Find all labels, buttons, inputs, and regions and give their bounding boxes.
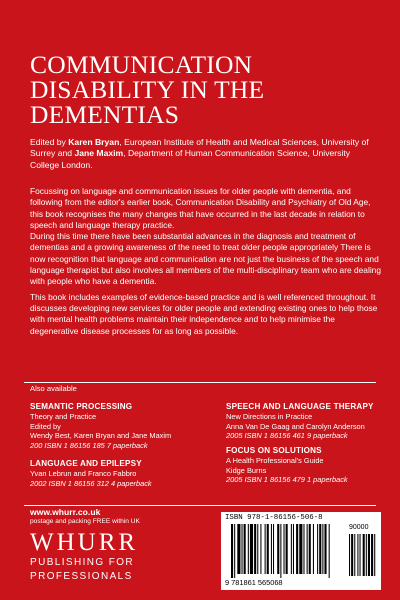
barcode-panel [221, 512, 381, 590]
related-book-title: FOCUS ON SOLUTIONS [226, 446, 322, 455]
barcode-bar [363, 534, 365, 576]
related-book-isbn: 2002 ISBN 1 86156 312 4 paperback [30, 478, 152, 488]
description-paragraph: During this time there have been substantial advances in the diagnosis and treatment of dementias and a growing awareness of the need to treat older people appropriately There is now recognition that language and communication are not just the business of the speech and language therapist but also involves all members of the multi-disciplinary team who are dealing with people who have a dementia. [30, 231, 382, 287]
barcode-bar [309, 524, 311, 574]
related-book [30, 458, 152, 488]
barcode-bar [299, 524, 302, 574]
related-book [226, 445, 348, 485]
related-book-line: A Health Professional's Guide [226, 456, 324, 465]
barcode-bar [293, 524, 294, 574]
barcode-bar [277, 524, 279, 574]
barcode-bar [366, 534, 367, 576]
barcode-bar [248, 524, 249, 574]
editors-credit [30, 137, 380, 171]
publisher-logo [30, 531, 180, 582]
barcode-bar [271, 524, 272, 574]
title-line: COMMUNICATION [30, 50, 253, 79]
publisher-website: www.whurr.co.uk [30, 507, 101, 517]
barcode-bar [234, 524, 235, 578]
barcode-bar [280, 524, 281, 578]
barcode-bar [357, 534, 358, 576]
publisher-tagline: PUBLISHING FOR [30, 557, 135, 568]
publisher-logo-mark: WHURR [30, 529, 139, 556]
related-book-line: Wendy Best, Karen Bryan and Jane Maxim [30, 431, 172, 441]
editors-prefix: Edited by [30, 137, 69, 147]
barcode-bar [303, 524, 304, 574]
title-line: DEMENTIAS [30, 100, 180, 129]
book-title [30, 52, 380, 127]
barcode-digits: 9 781861 565068 [225, 578, 283, 587]
related-book-title: LANGUAGE AND EPILEPSY [30, 459, 142, 468]
barcode-bar [371, 534, 373, 576]
related-book-title: SPEECH AND LANGUAGE THERAPY [226, 402, 374, 411]
barcode-bar [291, 524, 292, 574]
barcode-bar [329, 524, 330, 578]
barcode-icon [221, 524, 381, 580]
also-available-heading: Also available [30, 384, 77, 393]
barcode-bar [242, 524, 243, 574]
related-book [30, 401, 171, 450]
barcode-bar [317, 524, 318, 574]
barcode-bar [374, 534, 375, 576]
barcode-bar [354, 534, 355, 576]
barcode-bar [351, 534, 353, 576]
barcode-bar [260, 524, 261, 574]
related-book-line: Anna Van De Gaag and Carolyn Anderson [226, 421, 365, 431]
barcode-addon-digits: 90000 [349, 524, 369, 531]
barcode-bar [349, 534, 350, 576]
postage-note: postage and packing FREE within UK [30, 518, 140, 525]
barcode-bar [368, 534, 370, 576]
related-book-line: Theory and Practice [30, 412, 97, 421]
barcode-bar [244, 524, 246, 574]
publisher-tagline: PROFESSIONALS [30, 570, 133, 582]
book-description [30, 186, 382, 341]
barcode-bar [273, 524, 274, 574]
related-book-isbn: 200 ISBN 1 86156 185 7 paperback [30, 440, 148, 450]
editor-affiliation: , Department of Human Communication Science, University College London. [30, 148, 351, 170]
barcode-bar [313, 524, 314, 574]
barcode-bar [324, 524, 326, 574]
barcode-bar [322, 524, 323, 574]
related-book-line: Kidge Burns [226, 465, 267, 475]
description-paragraph: This book includes examples of evidence-based practice and is well referenced throughout. It discusses developing new services for older people and extending existing ones to help those with mental health problems maintain their independence and to help minimise the degenerative disease processes for as long as possible. [30, 291, 378, 336]
barcode-bar [237, 524, 240, 574]
description-paragraph: Focussing on language and communication issues for older people with dementia, and following from the editor's earlier book, Communication Disability and Psychiatry of Old Age, this book recognises the many changes that have occurred in the last decade in relation to speech and language therapy practice. [30, 186, 371, 230]
barcode-bar [257, 524, 258, 574]
barcode-bar [296, 524, 298, 574]
editor-name: Jane Maxim [74, 148, 124, 159]
barcode-bar [284, 524, 285, 574]
barcode-bar [265, 524, 266, 574]
barcode-bar [307, 524, 308, 574]
editor-affiliation: , European Institute of Health and Medical Sciences, University of Surrey and [30, 137, 369, 159]
related-book-title: SEMANTIC PROCESSING [30, 402, 133, 411]
barcode-bar [360, 534, 361, 576]
isbn-label: ISBN 978-1-86156-506-8 [225, 514, 323, 522]
barcode-bar [319, 524, 321, 574]
divider [24, 382, 376, 383]
barcode-bar [250, 524, 253, 574]
barcode-bar [254, 524, 256, 574]
editor-name: Karen Bryan [68, 137, 120, 147]
barcode-bar [231, 524, 233, 578]
title-line: DISABILITY IN THE [30, 75, 265, 104]
barcode-bar [267, 524, 269, 574]
related-book-line: New Directions in Practice [226, 412, 313, 421]
related-book-isbn: 2005 ISBN 1 86156 479 1 paperback [226, 475, 348, 485]
related-book-isbn: 2005 ISBN 1 86156 461 9 paperback [226, 431, 348, 441]
related-book-line: Edited by [30, 421, 61, 431]
barcode-bar [286, 524, 288, 574]
divider [24, 505, 376, 506]
related-book [226, 401, 374, 441]
related-book-line: Yvan Lebrun and Franco Fabbro [30, 469, 137, 478]
